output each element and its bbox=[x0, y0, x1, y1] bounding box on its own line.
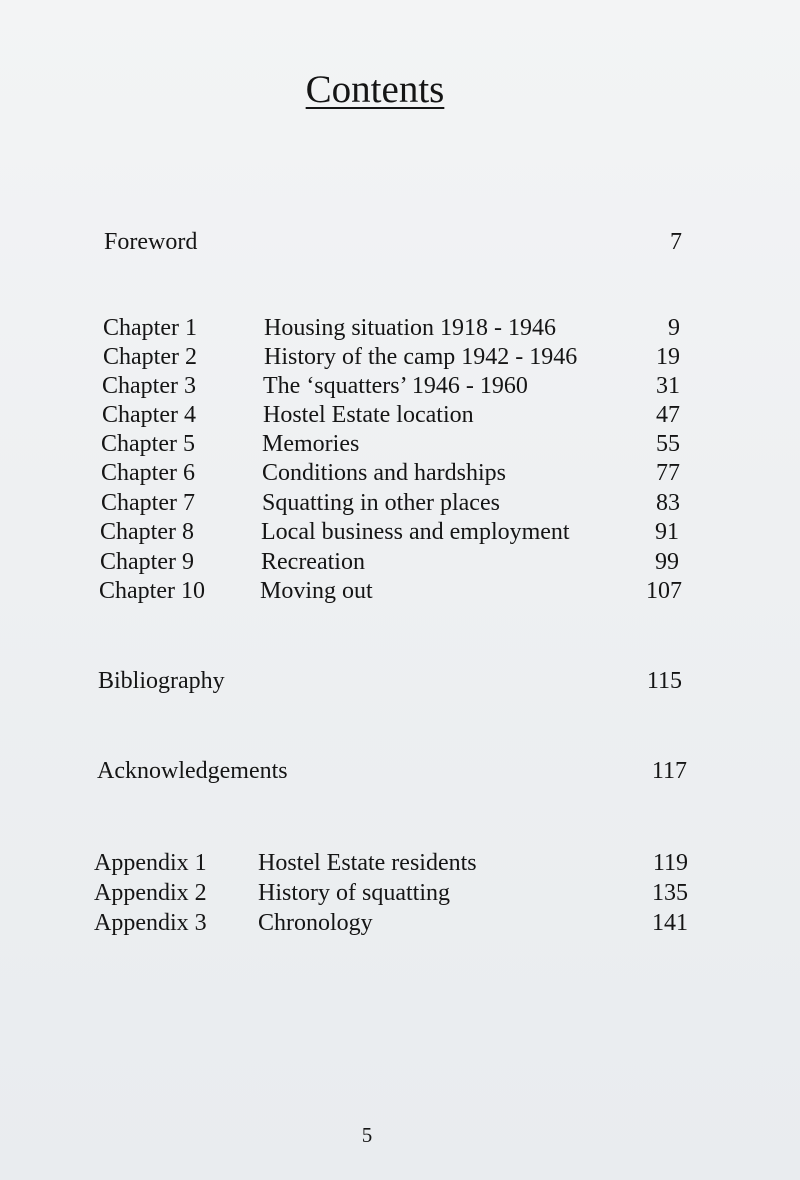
entry-label: Chapter 8 bbox=[100, 519, 194, 545]
entry-label: Chapter 3 bbox=[102, 373, 196, 399]
entry-title: Chronology bbox=[258, 910, 373, 936]
entry-title: Conditions and hardships bbox=[262, 460, 506, 486]
toc-entry-chapter-10 bbox=[0, 576, 800, 606]
page-number: 91 bbox=[655, 519, 679, 545]
entry-title: Hostel Estate residents bbox=[258, 850, 477, 876]
page-number: 99 bbox=[655, 549, 679, 575]
page-number: 19 bbox=[656, 344, 680, 370]
toc-entry-appendix-2 bbox=[0, 878, 800, 908]
toc-entry-chapter-6 bbox=[0, 458, 800, 488]
page-number: 47 bbox=[656, 402, 680, 428]
entry-title: Memories bbox=[262, 431, 360, 457]
entry-title: Housing situation 1918 - 1946 bbox=[264, 315, 556, 341]
page-number: 31 bbox=[656, 373, 680, 399]
toc-entry-appendix-1 bbox=[0, 848, 800, 878]
page-number: 55 bbox=[656, 431, 680, 457]
entry-label: Appendix 2 bbox=[94, 880, 207, 906]
page-folio: 5 bbox=[361, 1123, 373, 1147]
toc-entry-chapter-8 bbox=[0, 517, 800, 547]
entry-title: Squatting in other places bbox=[262, 490, 500, 516]
page-number: 83 bbox=[656, 490, 680, 516]
page-number: 117 bbox=[651, 758, 687, 784]
toc-entry-appendix-3 bbox=[0, 908, 800, 938]
toc-entry-chapter-9 bbox=[0, 547, 800, 577]
entry-label: Bibliography bbox=[98, 668, 225, 694]
entry-label: Chapter 5 bbox=[101, 431, 195, 457]
entry-label: Chapter 2 bbox=[103, 344, 197, 370]
toc-entry-foreword bbox=[0, 227, 800, 257]
page-number: 77 bbox=[656, 460, 680, 486]
entry-title: The ‘squatters’ 1946 - 1960 bbox=[263, 373, 528, 399]
entry-title: Recreation bbox=[261, 549, 365, 575]
toc-entry-bibliography bbox=[0, 666, 800, 696]
entry-label: Acknowledgements bbox=[97, 758, 288, 784]
page-number: 135 bbox=[652, 880, 688, 906]
entry-title: Hostel Estate location bbox=[263, 402, 474, 428]
entry-label: Chapter 10 bbox=[99, 578, 205, 604]
page-title: Contents bbox=[305, 68, 445, 111]
toc-entry-chapter-3 bbox=[0, 371, 800, 401]
page-number: 7 bbox=[670, 229, 682, 255]
entry-title: History of squatting bbox=[258, 880, 450, 906]
page-number: 115 bbox=[646, 668, 682, 694]
page-number: 9 bbox=[668, 315, 680, 341]
page-number: 107 bbox=[646, 578, 682, 604]
page-number: 141 bbox=[652, 910, 688, 936]
toc-entry-chapter-1 bbox=[0, 313, 800, 343]
entry-label: Appendix 3 bbox=[94, 910, 207, 936]
entry-label: Foreword bbox=[104, 229, 198, 255]
toc-entry-chapter-4 bbox=[0, 400, 800, 430]
entry-label: Chapter 1 bbox=[103, 315, 197, 341]
entry-label: Appendix 1 bbox=[94, 850, 207, 876]
entry-title: Moving out bbox=[260, 578, 373, 604]
toc-entry-acknowledgements bbox=[0, 756, 800, 786]
toc-entry-chapter-5 bbox=[0, 429, 800, 459]
entry-label: Chapter 4 bbox=[102, 402, 196, 428]
entry-title: History of the camp 1942 - 1946 bbox=[264, 344, 578, 370]
toc-entry-chapter-7 bbox=[0, 488, 800, 518]
entry-label: Chapter 9 bbox=[100, 549, 194, 575]
page-number: 119 bbox=[652, 850, 688, 876]
entry-title: Local business and employment bbox=[261, 519, 570, 545]
toc-entry-chapter-2 bbox=[0, 342, 800, 372]
entry-label: Chapter 6 bbox=[101, 460, 195, 486]
entry-label: Chapter 7 bbox=[101, 490, 195, 516]
